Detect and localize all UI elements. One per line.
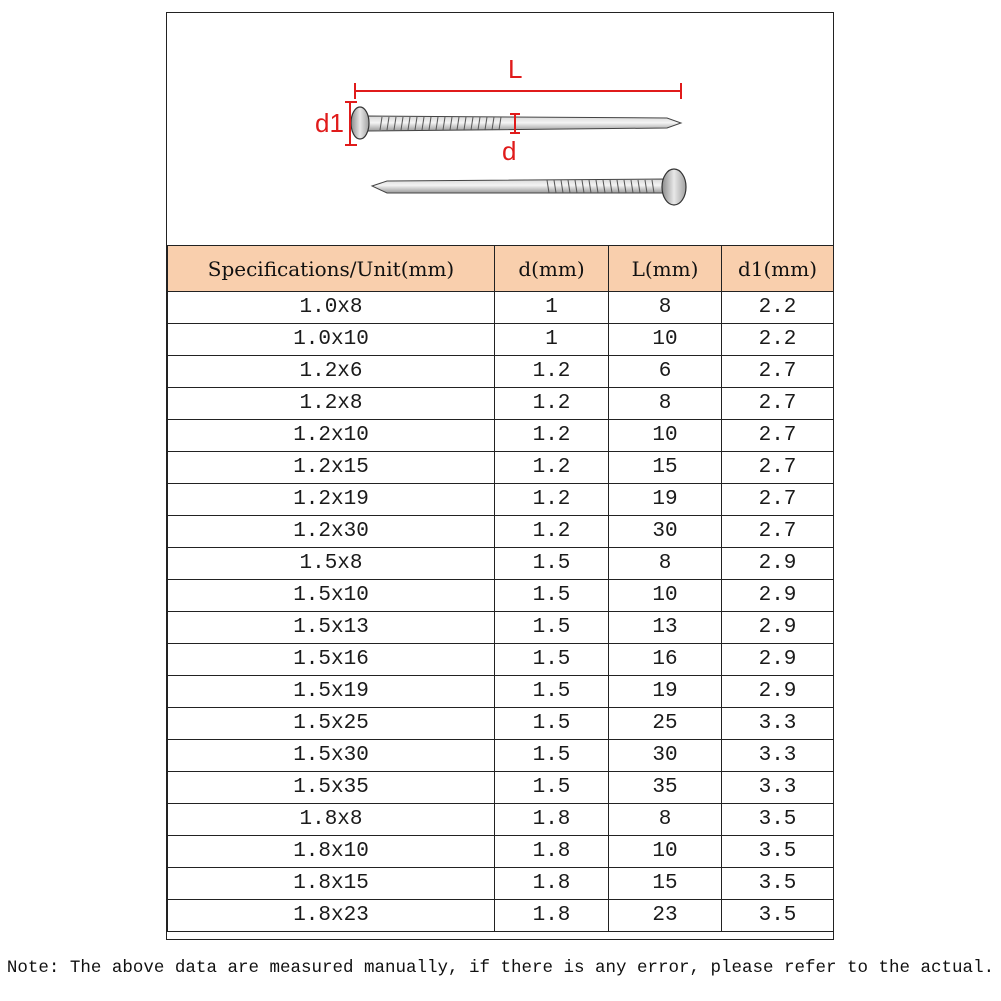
cell-d: 1.5 <box>495 708 609 740</box>
cell-d: 1.2 <box>495 420 609 452</box>
cell-l: 35 <box>609 772 722 804</box>
table-row <box>168 452 834 484</box>
cell-specification: 1.5x25 <box>168 708 495 740</box>
table-row <box>168 324 834 356</box>
cell-specification: 1.2x10 <box>168 420 495 452</box>
cell-d: 1.2 <box>495 484 609 516</box>
cell-specification: 1.8x23 <box>168 900 495 932</box>
label-length: L <box>508 54 523 84</box>
cell-d: 1.5 <box>495 580 609 612</box>
label-shank-diameter: d <box>502 136 517 166</box>
table-row <box>168 772 834 804</box>
cell-l: 19 <box>609 676 722 708</box>
header-specifications: Specifications/Unit(mm) <box>168 246 495 292</box>
cell-specification: 1.5x35 <box>168 772 495 804</box>
table-body <box>168 292 834 932</box>
cell-specification: 1.8x15 <box>168 868 495 900</box>
header-d: d(mm) <box>495 246 609 292</box>
cell-specification: 1.2x8 <box>168 388 495 420</box>
table-row <box>168 548 834 580</box>
cell-l: 19 <box>609 484 722 516</box>
cell-l: 15 <box>609 452 722 484</box>
cell-d1: 2.7 <box>722 356 834 388</box>
table-row <box>168 900 834 932</box>
cell-d: 1.8 <box>495 804 609 836</box>
cell-l: 8 <box>609 804 722 836</box>
cell-l: 10 <box>609 836 722 868</box>
cell-d1: 2.7 <box>722 388 834 420</box>
cell-d: 1.5 <box>495 548 609 580</box>
spec-frame <box>166 12 834 940</box>
cell-d: 1.5 <box>495 740 609 772</box>
table-row <box>168 388 834 420</box>
cell-d1: 3.5 <box>722 836 834 868</box>
cell-d: 1.5 <box>495 772 609 804</box>
table-row <box>168 740 834 772</box>
table-row <box>168 356 834 388</box>
table-row <box>168 420 834 452</box>
cell-specification: 1.8x10 <box>168 836 495 868</box>
cell-l: 8 <box>609 292 722 324</box>
cell-l: 16 <box>609 644 722 676</box>
cell-specification: 1.5x30 <box>168 740 495 772</box>
table-row <box>168 612 834 644</box>
cell-d: 1.2 <box>495 388 609 420</box>
cell-l: 8 <box>609 548 722 580</box>
cell-d1: 3.3 <box>722 772 834 804</box>
cell-specification: 1.5x19 <box>168 676 495 708</box>
cell-d1: 2.2 <box>722 292 834 324</box>
cell-d: 1.5 <box>495 676 609 708</box>
cell-l: 30 <box>609 516 722 548</box>
cell-l: 23 <box>609 900 722 932</box>
measurement-note: Note: The above data are measured manually, if there is any error, please refer to the actual. <box>6 958 995 978</box>
cell-d1: 2.7 <box>722 484 834 516</box>
cell-d1: 2.7 <box>722 452 834 484</box>
table-header-row <box>168 246 834 292</box>
cell-l: 13 <box>609 612 722 644</box>
cell-d1: 2.9 <box>722 580 834 612</box>
cell-d: 1.2 <box>495 516 609 548</box>
cell-d: 1.5 <box>495 612 609 644</box>
table-row <box>168 516 834 548</box>
cell-d1: 3.3 <box>722 740 834 772</box>
header-d1: d1(mm) <box>722 246 834 292</box>
cell-l: 25 <box>609 708 722 740</box>
cell-specification: 1.0x10 <box>168 324 495 356</box>
table-row <box>168 644 834 676</box>
table-row <box>168 580 834 612</box>
spec-table <box>167 245 834 932</box>
table-row <box>168 836 834 868</box>
cell-specification: 1.5x16 <box>168 644 495 676</box>
label-head-diameter: d1 <box>315 108 344 138</box>
cell-d1: 2.7 <box>722 516 834 548</box>
cell-l: 8 <box>609 388 722 420</box>
cell-d1: 2.2 <box>722 324 834 356</box>
nail-bottom-illustration <box>372 169 686 205</box>
cell-specification: 1.5x10 <box>168 580 495 612</box>
nail-diagram <box>167 13 833 245</box>
header-l: L(mm) <box>609 246 722 292</box>
table-row <box>168 292 834 324</box>
cell-d1: 2.7 <box>722 420 834 452</box>
cell-d1: 3.3 <box>722 708 834 740</box>
cell-specification: 1.2x15 <box>168 452 495 484</box>
cell-d: 1 <box>495 292 609 324</box>
table-row <box>168 804 834 836</box>
cell-l: 10 <box>609 580 722 612</box>
cell-specification: 1.5x13 <box>168 612 495 644</box>
table-row <box>168 484 834 516</box>
cell-specification: 1.5x8 <box>168 548 495 580</box>
cell-l: 15 <box>609 868 722 900</box>
cell-d1: 2.9 <box>722 548 834 580</box>
cell-d1: 3.5 <box>722 804 834 836</box>
cell-d1: 2.9 <box>722 644 834 676</box>
cell-d1: 2.9 <box>722 676 834 708</box>
cell-l: 6 <box>609 356 722 388</box>
cell-specification: 1.0x8 <box>168 292 495 324</box>
table-row <box>168 708 834 740</box>
cell-specification: 1.2x30 <box>168 516 495 548</box>
cell-d1: 2.9 <box>722 612 834 644</box>
cell-d1: 3.5 <box>722 900 834 932</box>
cell-d: 1.8 <box>495 836 609 868</box>
cell-d: 1.8 <box>495 900 609 932</box>
cell-specification: 1.2x6 <box>168 356 495 388</box>
cell-d1: 3.5 <box>722 868 834 900</box>
cell-d: 1.2 <box>495 452 609 484</box>
cell-d: 1.2 <box>495 356 609 388</box>
cell-specification: 1.2x19 <box>168 484 495 516</box>
nail-diagram-svg <box>167 13 833 245</box>
cell-l: 10 <box>609 324 722 356</box>
cell-d: 1.5 <box>495 644 609 676</box>
table-row <box>168 676 834 708</box>
cell-l: 30 <box>609 740 722 772</box>
table-row <box>168 868 834 900</box>
cell-l: 10 <box>609 420 722 452</box>
cell-d: 1 <box>495 324 609 356</box>
cell-d: 1.8 <box>495 868 609 900</box>
cell-specification: 1.8x8 <box>168 804 495 836</box>
